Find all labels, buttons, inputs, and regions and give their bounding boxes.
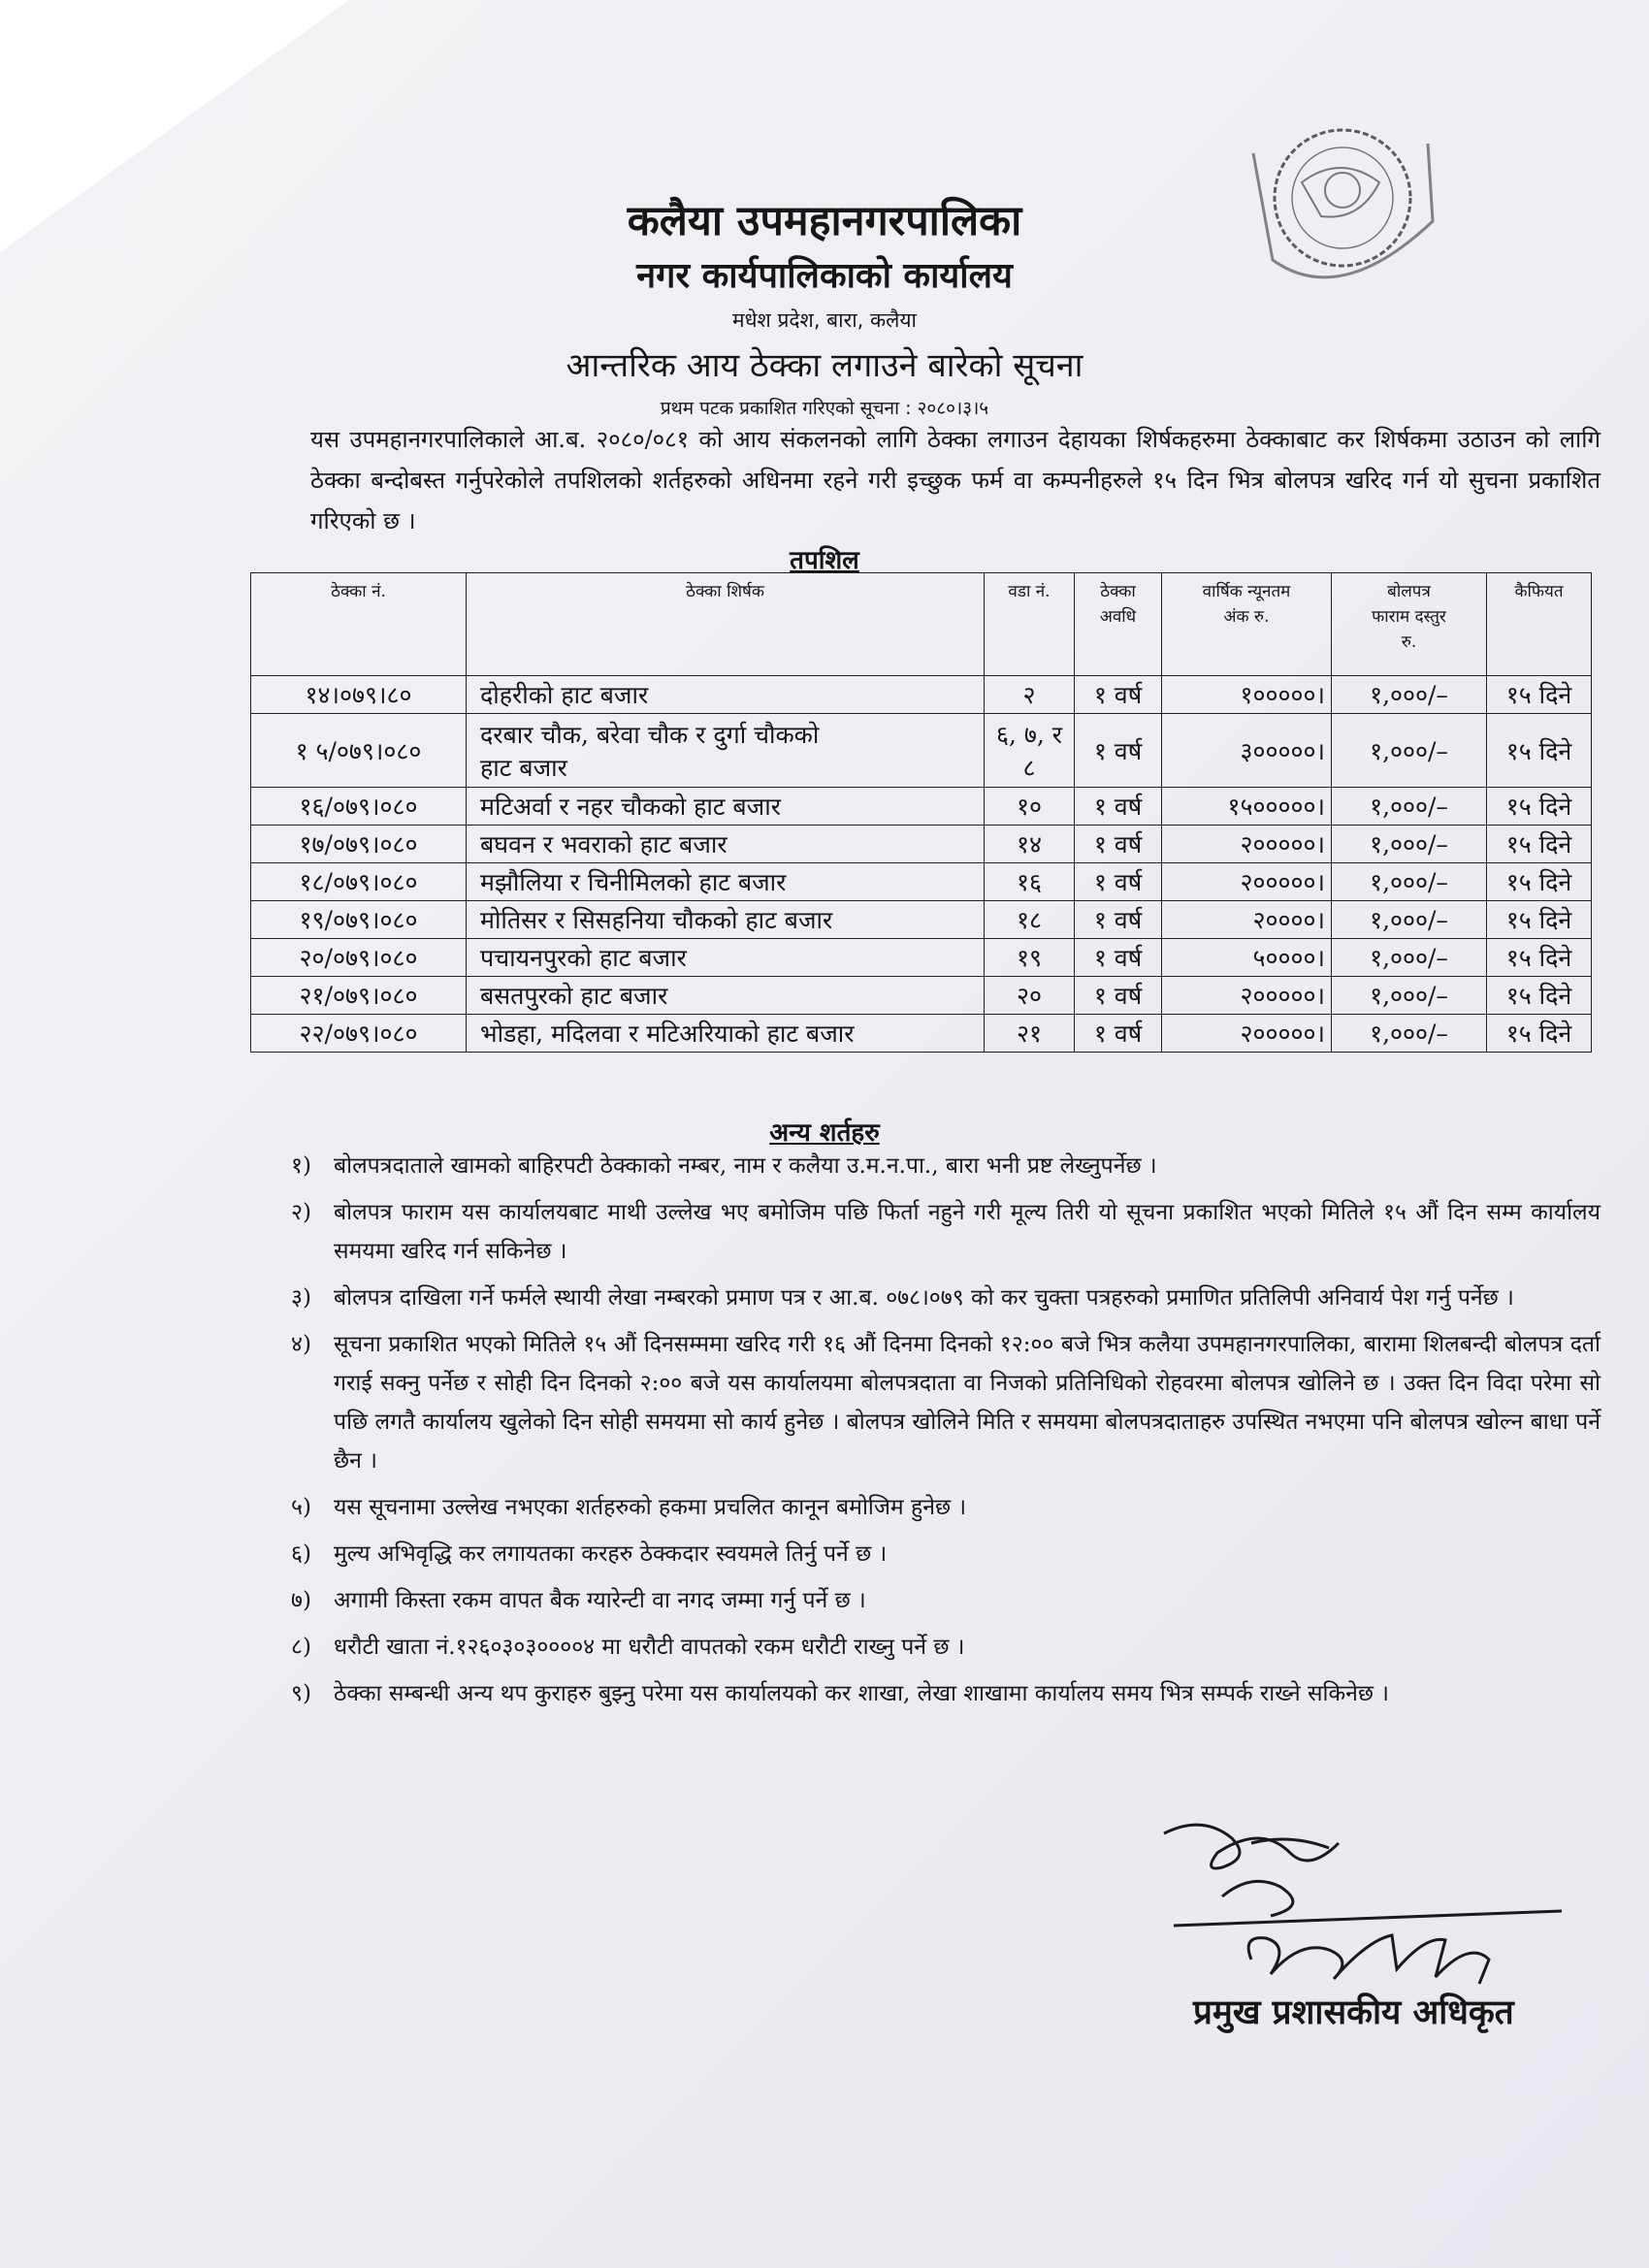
cell-ward: १९: [985, 939, 1075, 977]
table-row: [251, 977, 1592, 1015]
term-text: मुल्य अभिवृद्धि कर लगायतका करहरु ठेक्कदार स्वयमले तिर्नु पर्ने छ ।: [334, 1541, 888, 1567]
cell-duration: १ वर्ष: [1075, 863, 1162, 901]
cell-subject: मझौलिया र चिनीमिलको हाट बजार: [467, 863, 985, 901]
cell-contract-no: १८/०७९।०८०: [251, 863, 467, 901]
table-title: तपशिल: [790, 546, 859, 575]
cell-form-fee: १,०००/–: [1332, 676, 1487, 714]
term-item: [291, 1325, 1600, 1480]
cell-subject: मटिअर्वा र नहर चौकको हाट बजार: [467, 788, 985, 826]
cell-min-amount: २०००००।: [1162, 1015, 1332, 1053]
terms-list: [291, 1147, 1600, 1721]
cell-min-amount: ३०००००।: [1162, 714, 1332, 788]
term-text: बोलपत्रदाताले खामको बाहिरपटी ठेक्काको नम्बर, नाम र कलैया उ.म.न.पा., बारा भनी प्रष्ट लेख्नुपर्नेछ ।: [334, 1153, 1157, 1179]
cell-ward: २०: [985, 977, 1075, 1015]
signatory-title: प्रमुख प्रशासकीय अधिकृत: [1193, 1993, 1514, 2032]
cell-subject: पचायनपुरको हाट बजार: [467, 939, 985, 977]
header-ward: वडा नं.: [985, 573, 1075, 676]
cell-min-amount: ५००००।: [1162, 939, 1332, 977]
org-name: कलैया उपमहानगरपालिका: [627, 197, 1022, 245]
cell-remarks: १५ दिने: [1487, 714, 1592, 788]
cell-ward: १४: [985, 826, 1075, 863]
cell-ward: २: [985, 676, 1075, 714]
term-number: ३): [291, 1285, 311, 1311]
header-duration: ठेक्का अवधि: [1075, 573, 1162, 676]
cell-ward: ६, ७, र ८: [985, 714, 1075, 788]
table-row: [251, 826, 1592, 863]
cell-contract-no: १४।०७९।८०: [251, 676, 467, 714]
table-row: [251, 901, 1592, 939]
cell-ward: १८: [985, 901, 1075, 939]
cell-min-amount: २००००।: [1162, 901, 1332, 939]
cell-duration: १ वर्ष: [1075, 901, 1162, 939]
cell-form-fee: १,०००/–: [1332, 863, 1487, 901]
cell-subject: बघवन र भवराको हाट बजार: [467, 826, 985, 863]
cell-contract-no: २२/०७९।०८०: [251, 1015, 467, 1053]
cell-duration: १ वर्ष: [1075, 676, 1162, 714]
header-form-fee: बोलपत्र फाराम दस्तुर रु.: [1332, 573, 1487, 676]
cell-form-fee: १,०००/–: [1332, 977, 1487, 1015]
cell-form-fee: १,०००/–: [1332, 714, 1487, 788]
term-item: [291, 1488, 1600, 1527]
cell-remarks: १५ दिने: [1487, 977, 1592, 1015]
cell-remarks: १५ दिने: [1487, 863, 1592, 901]
term-text: अगामी किस्ता रकम वापत बैक ग्यारेन्टी वा नगद जम्मा गर्नु पर्ने छ ।: [334, 1588, 866, 1613]
term-item: [291, 1628, 1600, 1667]
cell-subject: दोहरीको हाट बजार: [467, 676, 985, 714]
cell-contract-no: २१/०७९।०८०: [251, 977, 467, 1015]
cell-min-amount: २०००००।: [1162, 826, 1332, 863]
term-number: ८): [291, 1635, 311, 1660]
table-row: [251, 863, 1592, 901]
notice-title: आन्तरिक आय ठेक्का लगाउने बारेको सूचना: [566, 346, 1083, 385]
cell-remarks: १५ दिने: [1487, 901, 1592, 939]
cell-min-amount: १०००००।: [1162, 676, 1332, 714]
cell-duration: १ वर्ष: [1075, 788, 1162, 826]
cell-duration: १ वर्ष: [1075, 826, 1162, 863]
cell-min-amount: १५०००००।: [1162, 788, 1332, 826]
cell-ward: १०: [985, 788, 1075, 826]
cell-subject: दरबार चौक, बरेवा चौक र दुर्गा चौकको हाट बजार: [467, 714, 985, 788]
table-row: [251, 788, 1592, 826]
term-item: [291, 1535, 1600, 1573]
cell-duration: १ वर्ष: [1075, 714, 1162, 788]
cell-duration: १ वर्ष: [1075, 939, 1162, 977]
cell-ward: १६: [985, 863, 1075, 901]
cell-remarks: १५ दिने: [1487, 676, 1592, 714]
term-number: २): [291, 1200, 311, 1225]
term-text: सूचना प्रकाशित भएको मितिले १५ औं दिनसम्ममा खरिद गरी १६ औं दिनमा दिनको १२:०० बजे भित्र कलैया उपमहानगरपालिका, बारामा शिलबन्दी बोलपत्र दर्ता गराई सक्नु पर्नेछ र सोही दिन दिनको २:०० बजे यस कार्यालयमा बोलपत्रदाता वा निजको प्रतिनिधिको रोहवरमा बोलपत्र खोलिने छ । उक्त दिन विदा परेमा सो पछि लगतै कार्यालय खुलेको दिन सोही समयमा सो कार्य हुनेछ । बोलपत्र खोलिने मिति र समयमा बोलपत्रदाताहरु उपस्थित नभएमा पनि बोलपत्र खोल्न बाधा पर्ने छैन ।: [334, 1332, 1600, 1474]
table-row: [251, 714, 1592, 788]
table-row: [251, 676, 1592, 714]
cell-remarks: १५ दिने: [1487, 826, 1592, 863]
term-text: बोलपत्र फाराम यस कार्यालयबाट माथी उल्लेख भए बमोजिम पछि फिर्ता नहुने गरी मूल्य तिरी यो सूचना प्रकाशित भएको मितिले १५ औं दिन सम्म कार्यालय समयमा खरिद गर्न सकिनेछ ।: [334, 1200, 1600, 1264]
cell-ward: २१: [985, 1015, 1075, 1053]
term-text: धरौटी खाता नं.१२६०३०३००००४ मा धरौटी वापतको रकम धरौटी राख्नु पर्ने छ ।: [334, 1635, 965, 1660]
publication-line: प्रथम पटक प्रकाशित गरिएको सूचना : २०८०।३।५: [660, 398, 989, 419]
cell-form-fee: १,०००/–: [1332, 826, 1487, 863]
term-item: [291, 1581, 1600, 1620]
term-item: [291, 1147, 1600, 1185]
cell-contract-no: १९/०७९।०८०: [251, 901, 467, 939]
cell-contract-no: १६/०७९।०८०: [251, 788, 467, 826]
cell-remarks: १५ दिने: [1487, 1015, 1592, 1053]
term-item: [291, 1674, 1600, 1713]
cell-min-amount: २०००००।: [1162, 863, 1332, 901]
cell-duration: १ वर्ष: [1075, 977, 1162, 1015]
term-text: यस सूचनामा उल्लेख नभएका शर्तहरुको हकमा प्रचलित कानून बमोजिम हुनेछ ।: [334, 1495, 967, 1520]
cell-form-fee: १,०००/–: [1332, 788, 1487, 826]
term-item: [291, 1193, 1600, 1271]
cell-contract-no: २०/०७९।०८०: [251, 939, 467, 977]
cell-remarks: १५ दिने: [1487, 788, 1592, 826]
intro-paragraph: यस उपमहानगरपालिकाले आ.ब. २०८०/०८१ को आय संकलनको लागि ठेक्का लगाउन देहायका शिर्षकहरुमा ठेक्काबाट कर शिर्षकमा उठाउन को लागि ठेक्का बन्दोबस्त गर्नुपरेकोले तपशिलको शर्तहरुको अधिनमा रहने गरी इच्छुक फर्म वा कम्पनीहरुले १५ दिन भित्र बोलपत्र खरिद गर्न यो सुचना प्रकाशित गरिएको छ ।: [310, 426, 1600, 535]
office-name: नगर कार्यपालिकाको कार्यालय: [636, 255, 1013, 296]
office-address: मधेश प्रदेश, बारा, कलैया: [732, 308, 917, 332]
cell-contract-no: १ ५/०७९।०८०: [251, 714, 467, 788]
table-row: [251, 939, 1592, 977]
cell-subject: मोतिसर र सिसहनिया चौकको हाट बजार: [467, 901, 985, 939]
cell-duration: १ वर्ष: [1075, 1015, 1162, 1053]
term-number: ६): [291, 1541, 311, 1567]
header-min-amount: वार्षिक न्यूनतम अंक रु.: [1162, 573, 1332, 676]
term-number: ५): [291, 1495, 311, 1520]
cell-form-fee: १,०००/–: [1332, 901, 1487, 939]
term-text: बोलपत्र दाखिला गर्ने फर्मले स्थायी लेखा नम्बरको प्रमाण पत्र र आ.ब. ०७८।०७९ को कर चुक्ता पत्रहरुको प्रमाणित प्रतिलिपी अनिवार्य पेश गर्नु पर्नेछ ।: [334, 1285, 1514, 1311]
terms-title: अन्य शर्तहरु: [769, 1118, 880, 1148]
table-header-row: [251, 573, 1592, 676]
table-row: [251, 1015, 1592, 1053]
term-number: ४): [291, 1332, 311, 1357]
term-number: ७): [291, 1588, 311, 1613]
term-item: [291, 1279, 1600, 1317]
cell-remarks: १५ दिने: [1487, 939, 1592, 977]
header-remarks: कैफियत: [1487, 573, 1592, 676]
cell-form-fee: १,०००/–: [1332, 939, 1487, 977]
cell-subject: बसतपुरको हाट बजार: [467, 977, 985, 1015]
cell-min-amount: २०००००।: [1162, 977, 1332, 1015]
header-subject: ठेक्का शिर्षक: [467, 573, 985, 676]
header-contract-no: ठेक्का नं.: [251, 573, 467, 676]
cell-contract-no: १७/०७९।०८०: [251, 826, 467, 863]
cell-subject: भोडहा, मदिलवा र मटिअरियाको हाट बजार: [467, 1015, 985, 1053]
contract-table: [250, 572, 1592, 1053]
term-text: ठेक्का सम्बन्धी अन्य थप कुराहरु बुझ्नु परेमा यस कार्यालयको कर शाखा, लेखा शाखामा कार्यालय समय भित्र सम्पर्क राख्ने सकिनेछ ।: [334, 1681, 1390, 1706]
term-number: ९): [291, 1681, 311, 1706]
term-number: १): [291, 1153, 311, 1179]
cell-form-fee: १,०००/–: [1332, 1015, 1487, 1053]
